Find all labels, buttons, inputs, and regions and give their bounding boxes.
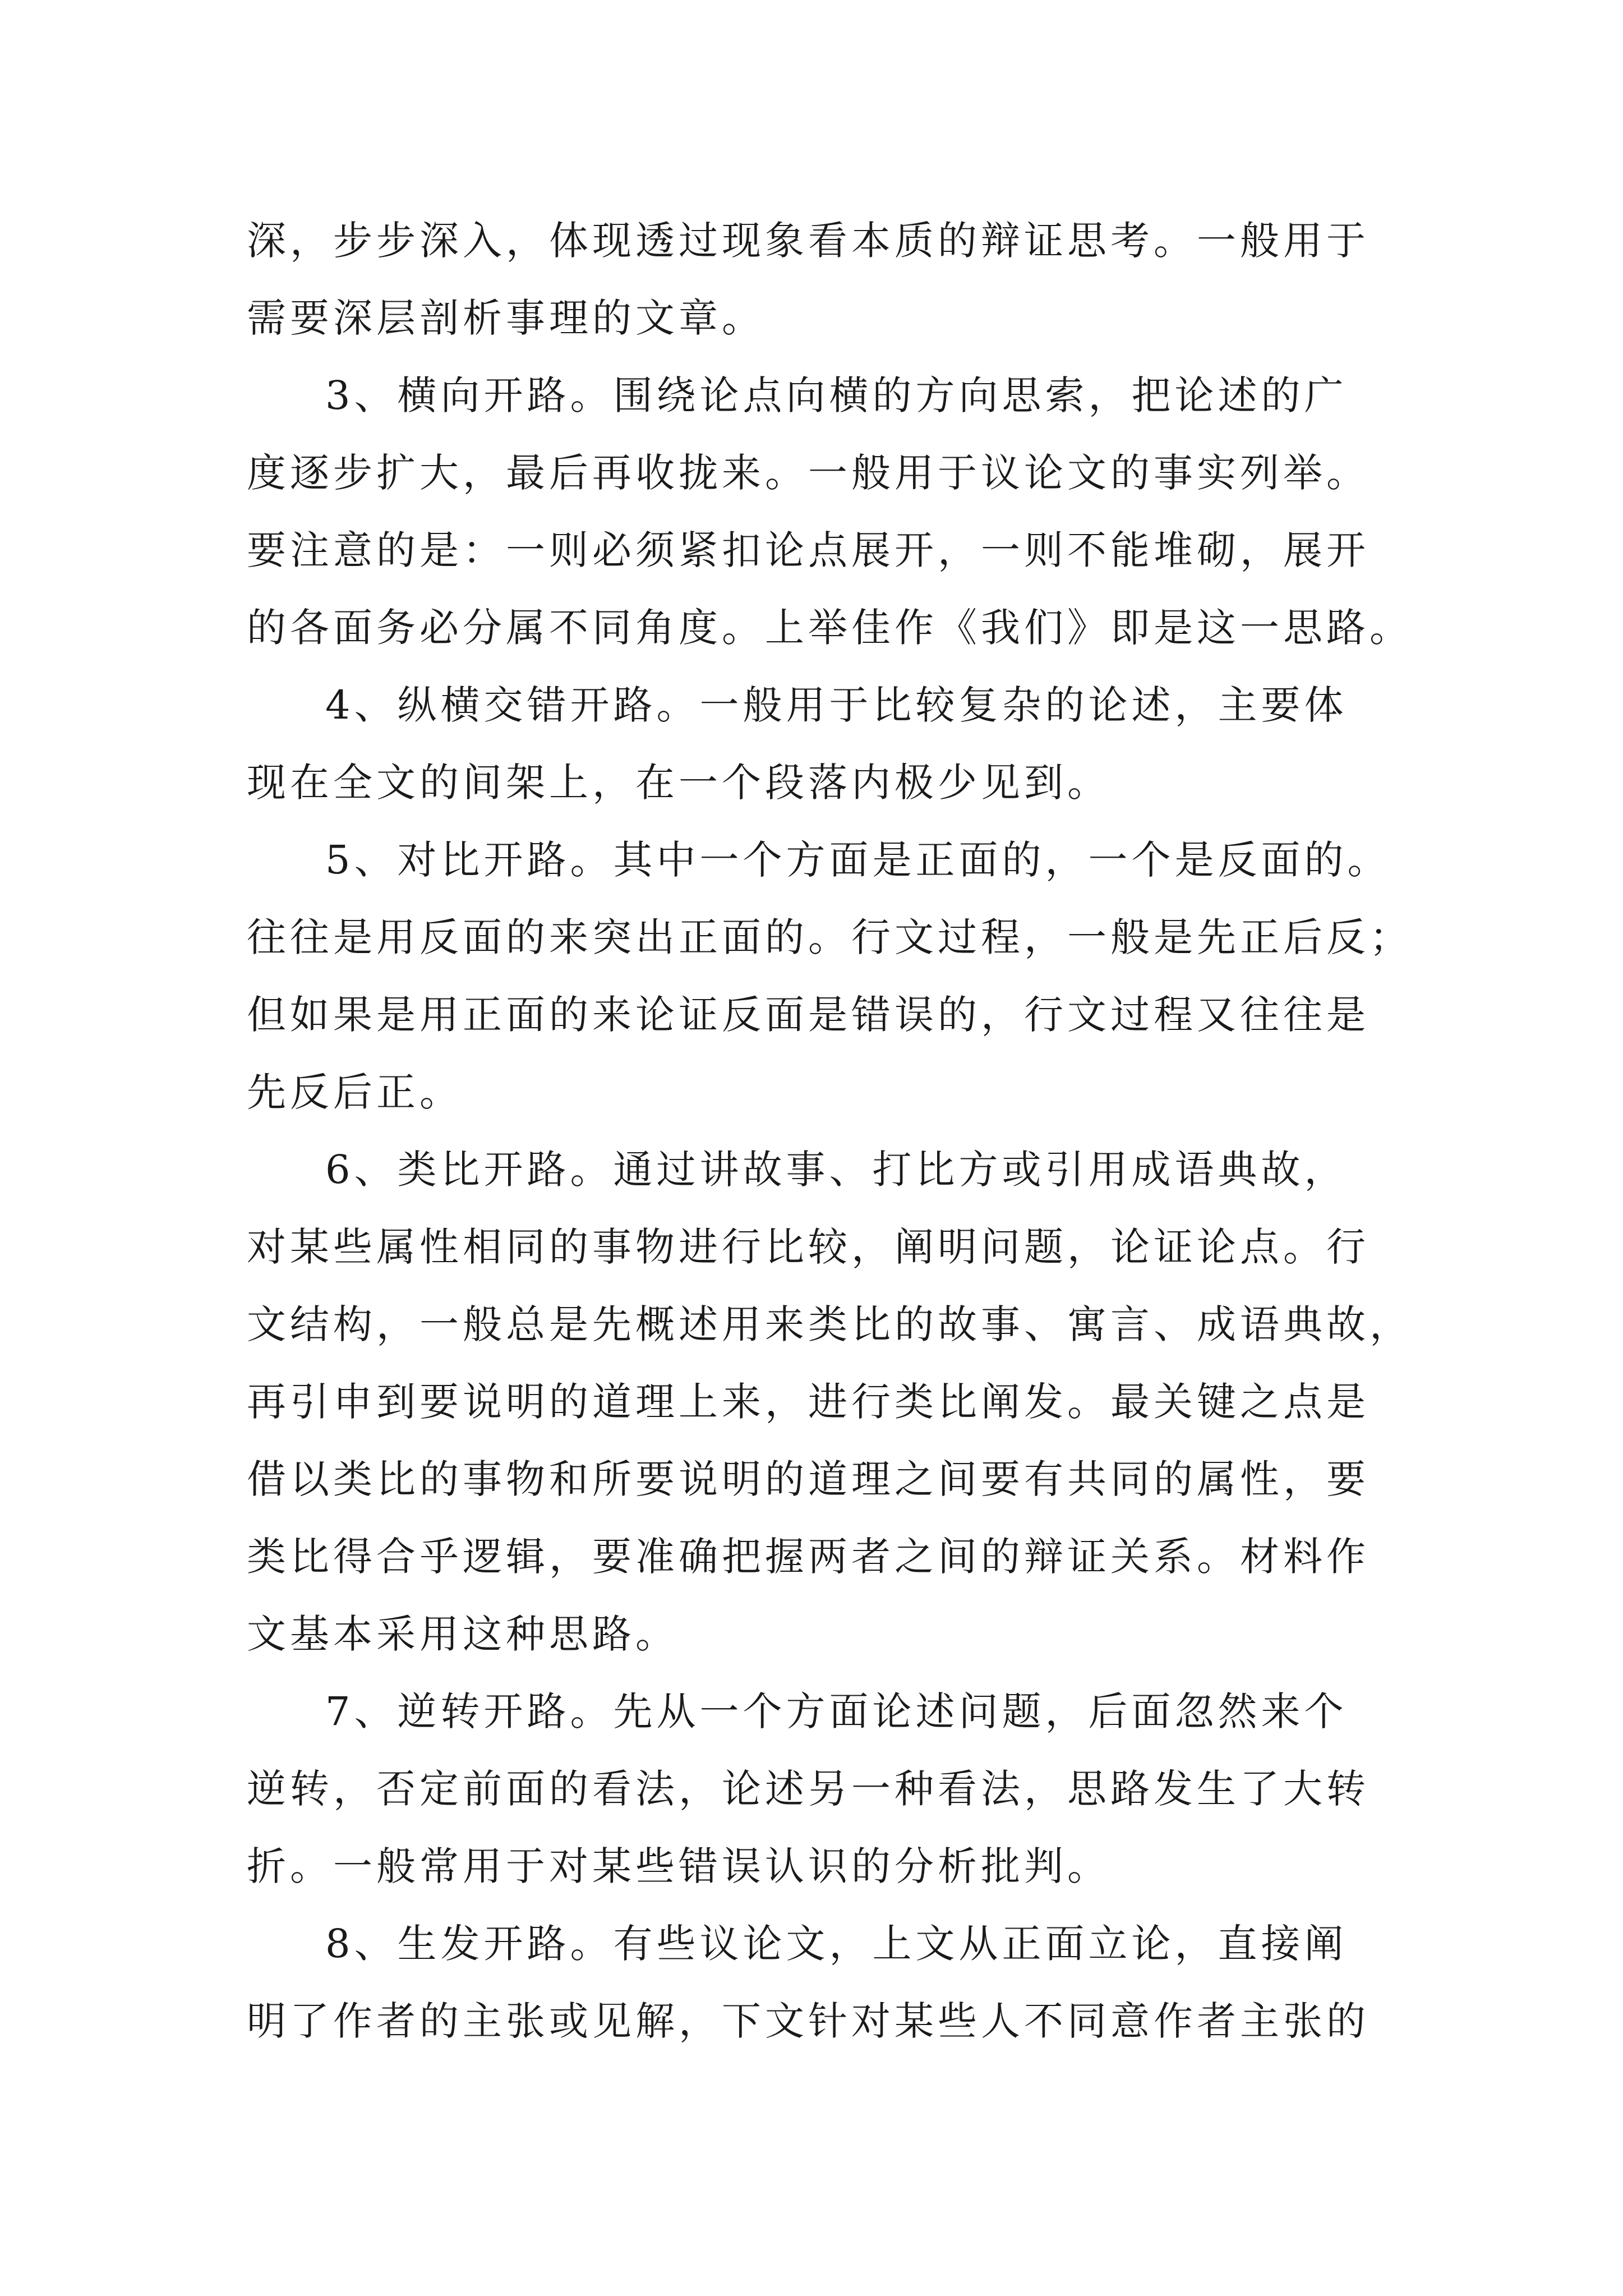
paragraph-analogy-approach bbox=[247, 1131, 1413, 1673]
paragraph-horizontal-approach bbox=[247, 357, 1413, 666]
text-line: 现在全文的间架上，在一个段落内极少见到。 bbox=[247, 760, 1110, 806]
text-line: 3、横向开路。围绕论点向横的方向思索，把论述的广 bbox=[325, 372, 1348, 418]
text-line: 类比得合乎逻辑，要准确把握两者之间的辩证关系。材料作 bbox=[247, 1534, 1370, 1580]
text-line: 文结构，一般总是先概述用来类比的故事、寓言、成语典故， bbox=[247, 1301, 1413, 1347]
text-line: 先反后正。 bbox=[247, 1069, 463, 1115]
text-line: 度逐步扩大，最后再收拢来。一般用于议论文的事实列举。 bbox=[247, 450, 1370, 496]
text-line: 6、类比开路。通过讲故事、打比方或引用成语典故， bbox=[325, 1147, 1348, 1193]
text-line: 8、生发开路。有些议论文，上文从正面立论，直接阐 bbox=[325, 1921, 1348, 1967]
paragraph-contrast-approach bbox=[247, 821, 1413, 1131]
text-line: 文基本采用这种思路。 bbox=[247, 1611, 679, 1657]
text-line: 折。一般常用于对某些错误认识的分析批判。 bbox=[247, 1843, 1110, 1889]
text-line: 再引申到要说明的道理上来，进行类比阐发。最关键之点是 bbox=[247, 1379, 1370, 1425]
text-line: 往往是用反面的来突出正面的。行文过程，一般是先正后反； bbox=[247, 914, 1413, 960]
text-line: 逆转，否定前面的看法，论述另一种看法，思路发生了大转 bbox=[247, 1766, 1370, 1812]
text-line: 7、逆转开路。先从一个方面论述问题，后面忽然来个 bbox=[325, 1688, 1348, 1734]
paragraph-reversal-approach bbox=[247, 1673, 1396, 1905]
text-line: 4、纵横交错开路。一般用于比较复杂的论述，主要体 bbox=[325, 682, 1348, 728]
document-page bbox=[247, 202, 1413, 2199]
text-line: 借以类比的事物和所要说明的道理之间要有共同的属性，要 bbox=[247, 1456, 1370, 1502]
text-line: 明了作者的主张或见解，下文针对某些人不同意作者主张的 bbox=[247, 1998, 1370, 2044]
text-line: 5、对比开路。其中一个方面是正面的，一个是反面的。 bbox=[325, 837, 1391, 883]
text-line: 深，步步深入，体现透过现象看本质的辩证思考。一般用于 bbox=[247, 218, 1370, 264]
paragraph-continuation bbox=[247, 202, 1396, 357]
text-line: 要注意的是：一则必须紧扣论点展开，一则不能堆砌，展开 bbox=[247, 527, 1370, 573]
text-line: 需要深层剖析事理的文章。 bbox=[247, 295, 765, 341]
text-line: 但如果是用正面的来论证反面是错误的，行文过程又往往是 bbox=[247, 992, 1370, 1038]
paragraph-development-approach bbox=[247, 1905, 1396, 2060]
paragraph-crisscross-approach bbox=[247, 666, 1396, 821]
text-line: 的各面务必分属不同角度。上举佳作《我们》即是这一思路。 bbox=[247, 605, 1413, 651]
text-line: 对某些属性相同的事物进行比较，阐明问题，论证论点。行 bbox=[247, 1224, 1370, 1270]
